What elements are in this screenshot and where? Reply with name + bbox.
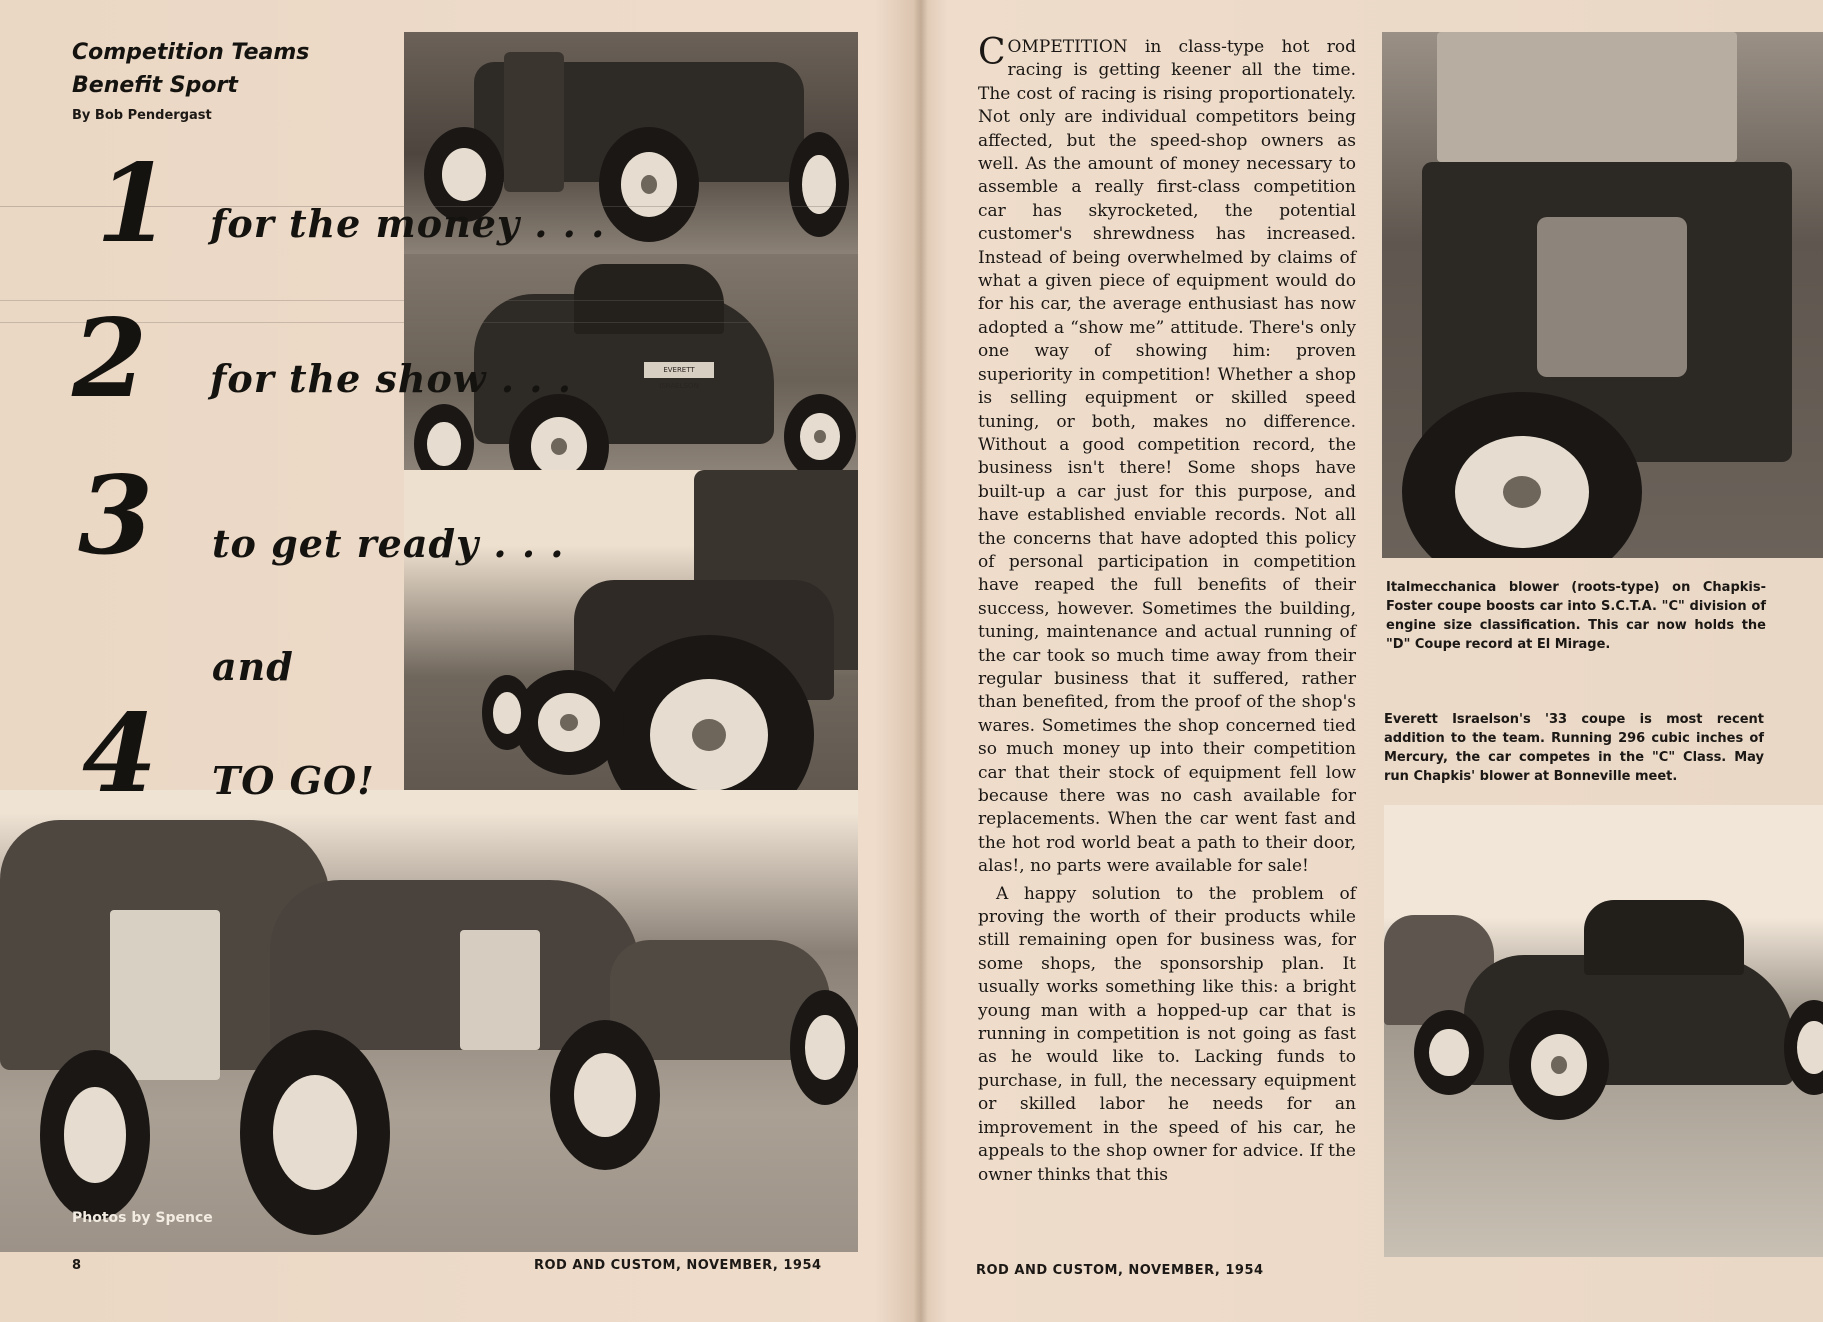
paragraph-1-text: OMPETITION in class-type hot rod racing is getting keener all the time. The cost of racing is rising proportionately. Not only are individual competitors being affected, but the speed-shop owners as well. As the amount of money necessary to assemble a really first-class competition car has skyrocketed, the potential customer's shrewdness has increased. Instead of being overwhelmed by claims of what a given piece of equipment would do for his car, the average enthusiast has now adopted a “show me” attitude. There's only one way of showing him: proven superiority in competition! Whether a shop is selling equipment or skilled speed tuning, or both, makes no difference. Without a good competition record, the business isn't there! Some shops have built-up a car just for this purpose, and have established enviable records. Not all the concerns that have adopted this policy of personal participation in competition have reaped the full benefits of their success, however. Sometimes the building, tuning, maintenance and actual running of the car took so much time away from their regular business that it suffered, rather than benefited, from the proof of the shop's wares. Sometimes the shop concerned tied so much money up into their competition car that their stock of equipment fell low because there was no cash available for replacements. When the car went fast and the hot rod world beat a path to their door, alas!, no parts were available for sale!	[978, 37, 1356, 877]
left-footer: ROD AND CUSTOM, NOVEMBER, 1954	[534, 1258, 822, 1273]
numeral-1: 1	[96, 141, 172, 267]
photo-row-of-cars	[0, 790, 858, 1252]
paragraph-2: A happy solution to the problem of proving the worth of their products while still remaining open for business was, for some shops, the sponsorship plan. It usually works something like this: a bright young man with a hopped-up car that is running in competition is not going as fast as he would like to. Lacking funds to purchase, in full, the necessary equipment or skilled labor he needs for an improvement in the speed of his car, he appeals to the shop owner for advice. If the owner thinks that this	[978, 883, 1356, 1185]
kicker-line-1: Competition Teams	[72, 40, 310, 65]
article-kicker	[72, 36, 309, 102]
phrase-3: to get ready . . .	[212, 521, 565, 566]
caption-coupe: Everett Israelson's '33 coupe is most recent addition to the team. Running 296 cubic inches of Mercury, the car competes in the "C" Class. May run Chapkis' blower at Bonneville meet.	[1384, 712, 1764, 784]
drop-cap: C	[978, 32, 1006, 73]
page-number: 8	[72, 1258, 82, 1273]
phrase-1: for the money . . .	[210, 201, 606, 246]
photo-coupe-side	[1384, 805, 1823, 1257]
numeral-3: 3	[78, 453, 154, 579]
kicker-line-2: Benefit Sport	[72, 73, 238, 98]
phrase-4: TO GO!	[212, 758, 375, 803]
article-body	[978, 32, 1356, 1187]
numeral-4: 4	[82, 691, 158, 817]
coupe-door-sign: EVERETT ISRAELSON	[644, 362, 714, 378]
phrase-2: for the show . . .	[210, 356, 572, 401]
numeral-2: 2	[72, 296, 148, 422]
caption-engine: Italmecchanica blower (roots-type) on Chapkis-Foster coupe boosts car into S.C.T.A. "C" division of engine size classification. This car now holds the "D" Coupe record at El Mirage.	[1386, 580, 1766, 652]
right-footer: ROD AND CUSTOM, NOVEMBER, 1954	[976, 1263, 1264, 1278]
byline: By Bob Pendergast	[72, 108, 212, 123]
phrase-and: and	[212, 644, 294, 689]
paragraph-1	[978, 32, 1356, 879]
photo-engine-blower	[1382, 32, 1823, 558]
photo-credit: Photos by Spence	[72, 1210, 213, 1226]
